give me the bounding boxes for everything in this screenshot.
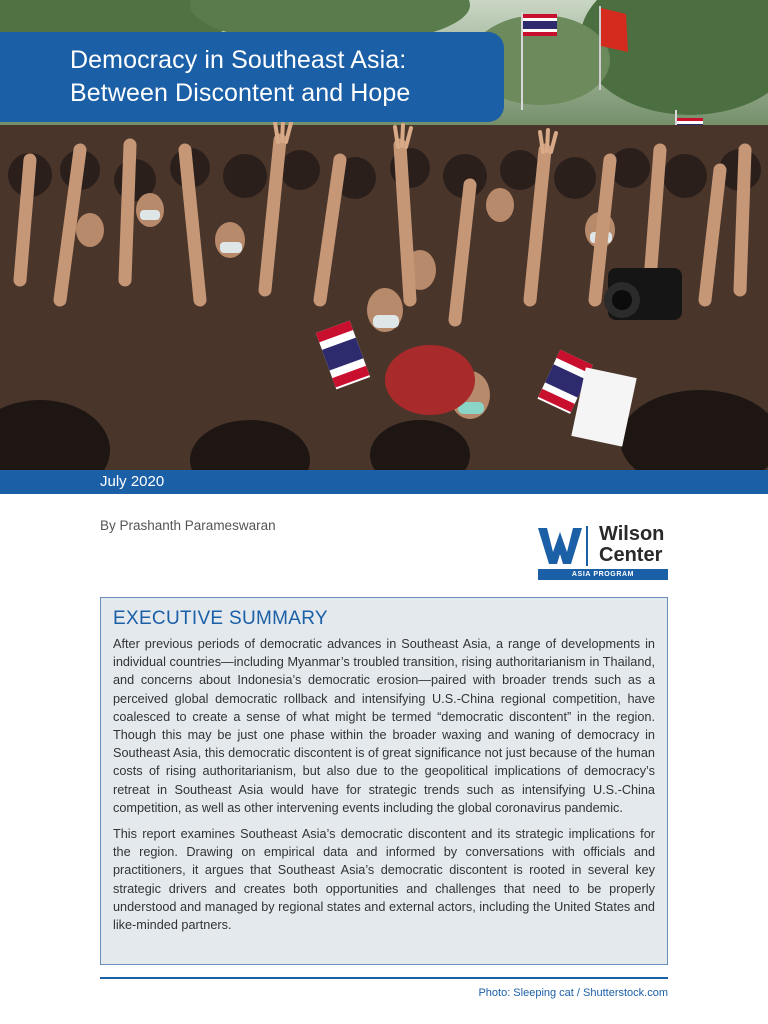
camera-icon (604, 268, 682, 320)
photo-credit: Photo: Sleeping cat / Shutterstock.com (478, 987, 668, 999)
executive-summary-paragraph-1: After previous periods of democratic advances in Southeast Asia, a range of developments in individual countries—including Myanmar’s troubled transition, rising authoritarianism in Thailand, and concerns about Indonesia’s democratic erosion—paired with broader trends such as a perceived global democratic rollback and intensifying U.S.-China regional competition, have coalesced to create a sense of what might be termed “democratic discontent” in the region. Though this may be just one phase within the broader waxing and waning of democracy in Southeast Asia, this democratic discontent is of great significance not just because of the human costs of rising authoritarianism, but also due to the geopolitical implications of democracy’s retreat in Southeast Asia would have for strategic trends such as intensifying U.S.-China competition, as well as other intervening events including the global coronavirus pandemic. (113, 637, 655, 815)
wilson-w-icon (538, 526, 582, 566)
logo-name-line-2: Center (599, 544, 663, 566)
footer-divider (100, 977, 668, 979)
executive-summary-paragraph-2: This report examines Southeast Asia’s democratic discontent and its strategic implications for the region. Drawing on empirical data and informed by conversations with officials and practitioners, it argues that Southeast Asia’s democratic discontent is rooted in several key strategic drivers and creates both opportunities and challenges that need to be properly understood and managed by regional states and external actors, including the United States and like-minded partners. (113, 827, 655, 933)
logo-name-line-1: Wilson (599, 523, 665, 545)
report-title-line-1: Democracy in Southeast Asia: (70, 46, 407, 74)
title-banner (0, 32, 504, 122)
logo-divider (586, 526, 588, 566)
executive-summary-heading: EXECUTIVE SUMMARY (113, 608, 328, 629)
author-byline: By Prashanth Parameswaran (100, 518, 276, 533)
date-bar (0, 470, 768, 494)
publication-date: July 2020 (100, 473, 165, 490)
cover-photo (0, 0, 768, 470)
logo-program-label: ASIA PROGRAM (538, 569, 668, 580)
logo-wordmark (599, 524, 664, 566)
executive-summary-box (100, 597, 668, 965)
wilson-center-logo (538, 524, 668, 580)
report-title-line-2: Between Discontent and Hope (70, 79, 411, 107)
